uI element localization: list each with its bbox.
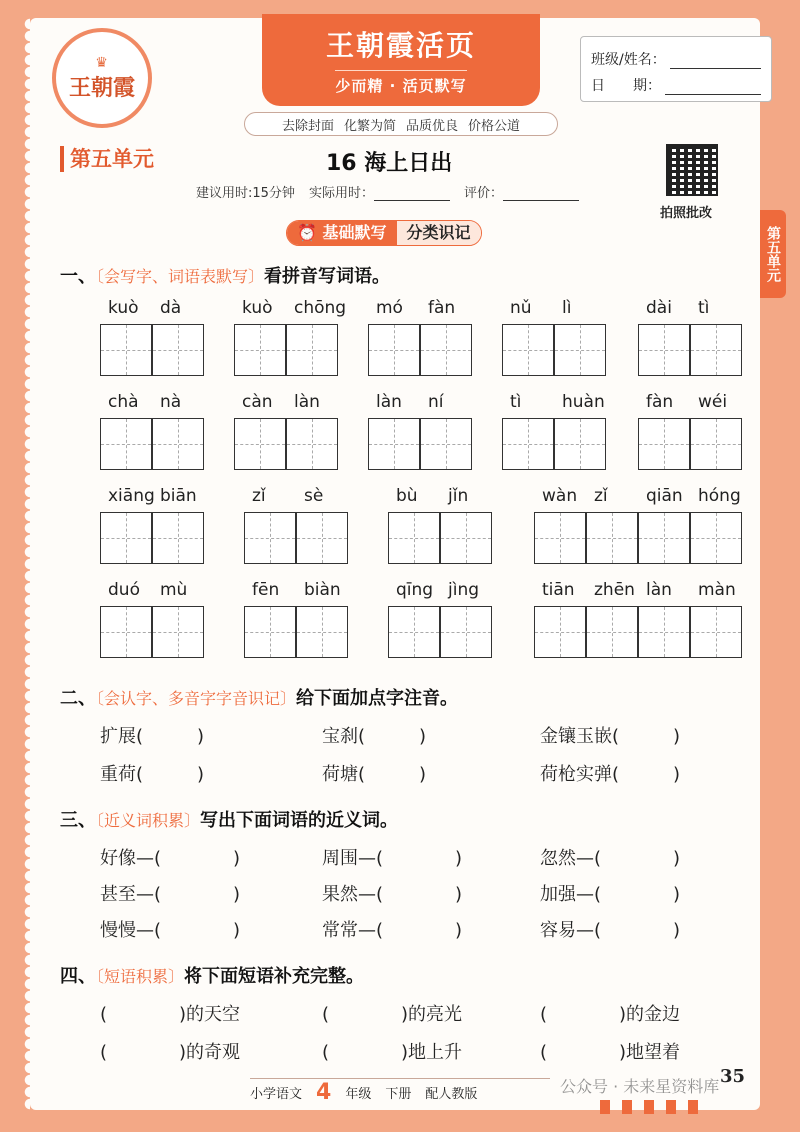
class-name-row <box>591 43 761 69</box>
q3-item[interactable]: 容易—( ) <box>540 920 681 941</box>
writing-cell[interactable] <box>152 512 204 564</box>
pinyin-syllable: mù <box>160 580 188 600</box>
writing-cell[interactable] <box>388 512 440 564</box>
logo-name: 王朝霞 <box>68 75 135 101</box>
pinyin-word-box <box>638 392 742 470</box>
q4-item[interactable]: ( )的天空 <box>100 1004 241 1025</box>
writing-cell[interactable] <box>690 606 742 658</box>
actual-time-field[interactable] <box>374 189 450 201</box>
writing-cell[interactable] <box>554 418 606 470</box>
writing-cell[interactable] <box>690 512 742 564</box>
pinyin-syllable: chōng <box>294 298 347 318</box>
pinyin-word-box <box>388 580 492 658</box>
q3-item[interactable]: 加强—( ) <box>540 884 681 905</box>
pinyin-word-box <box>234 298 347 376</box>
footer-volume: 下册 <box>385 1087 412 1102</box>
tagline-item: 去除封面 <box>281 118 334 134</box>
time-row <box>196 182 579 201</box>
pinyin-syllable: màn <box>698 580 736 600</box>
date-row <box>591 69 761 95</box>
pinyin-syllable: dài <box>646 298 672 318</box>
pinyin-syllable: xiāng <box>108 486 155 506</box>
pinyin-syllable: kuò <box>242 298 273 318</box>
actual-time-label: 实际用时： <box>308 186 374 201</box>
footer <box>250 1078 550 1106</box>
q4-heading <box>60 962 364 988</box>
writing-cell[interactable] <box>502 324 554 376</box>
pinyin-word-box <box>244 580 348 658</box>
writing-cell[interactable] <box>286 324 338 376</box>
q2-item[interactable]: 重荷( ) <box>100 764 205 785</box>
pinyin-syllable: qiān <box>646 486 683 506</box>
pinyin-syllable: tiān <box>542 580 575 600</box>
page-number: 35 <box>720 1066 746 1087</box>
qr-label: 拍照批改 <box>660 206 713 221</box>
writing-cell[interactable] <box>368 324 420 376</box>
writing-cell[interactable] <box>420 418 472 470</box>
brand-logo <box>52 28 152 128</box>
pinyin-syllable: fēn <box>252 580 280 600</box>
date-label: 日 期： <box>591 78 661 94</box>
writing-cell[interactable] <box>234 324 286 376</box>
pinyin-word-box <box>100 298 204 376</box>
q1-number: 一、 <box>60 266 96 287</box>
student-info-box <box>580 36 772 102</box>
q4-number: 四、 <box>60 966 96 987</box>
pinyin-syllable: qīng <box>396 580 434 600</box>
pinyin-word-box <box>100 486 204 564</box>
q4-item[interactable]: ( )的奇观 <box>100 1042 241 1063</box>
writing-cell[interactable] <box>638 324 690 376</box>
writing-cell[interactable] <box>296 606 348 658</box>
q2-item[interactable]: 宝刹( ) <box>322 726 427 747</box>
q3-item[interactable]: 慢慢—( ) <box>100 920 241 941</box>
q2-item[interactable]: 荷塘( ) <box>322 764 427 785</box>
q3-item[interactable]: 果然—( ) <box>322 884 463 905</box>
writing-cell[interactable] <box>100 324 152 376</box>
q3-item[interactable]: 忽然—( ) <box>540 848 681 869</box>
pinyin-syllable: tì <box>510 392 522 412</box>
q3-text: 写出下面词语的近义词。 <box>200 810 399 831</box>
writing-cell[interactable] <box>100 512 152 564</box>
section-pill-right: 分类识记 <box>397 221 481 245</box>
decorative-stripes <box>600 1100 698 1114</box>
pinyin-syllable: jìng <box>448 580 480 600</box>
pinyin-syllable: duó <box>108 580 140 600</box>
pinyin-word-box <box>100 392 204 470</box>
q2-tag: 〔会认字、多音字字音识记〕 <box>96 689 297 708</box>
writing-cell[interactable] <box>296 512 348 564</box>
class-name-field[interactable] <box>670 55 761 69</box>
pinyin-word-box <box>534 580 742 658</box>
q3-item[interactable]: 常常—( ) <box>322 920 463 941</box>
pinyin-word-box <box>388 486 492 564</box>
writing-cell[interactable] <box>440 512 492 564</box>
alarm-clock-icon: ⏰ <box>297 223 323 242</box>
pinyin-syllable: fàn <box>646 392 674 412</box>
section-pill-left <box>287 221 397 245</box>
qr-code-icon[interactable] <box>666 144 718 196</box>
q4-text: 将下面短语补充完整。 <box>184 966 365 987</box>
q3-item[interactable]: 好像—( ) <box>100 848 241 869</box>
pinyin-syllable: hóng <box>698 486 741 506</box>
writing-cell[interactable] <box>690 418 742 470</box>
q4-item[interactable]: ( )地望着 <box>540 1042 681 1063</box>
pinyin-word-box <box>234 392 338 470</box>
q4-item[interactable]: ( )的金边 <box>540 1004 681 1025</box>
pinyin-syllable: zhēn <box>594 580 635 600</box>
tagline <box>244 112 558 136</box>
writing-cell[interactable] <box>100 606 152 658</box>
q3-heading <box>60 806 398 832</box>
tagline-item: 化繁为简 <box>343 118 396 134</box>
writing-cell[interactable] <box>690 324 742 376</box>
pinyin-syllable: lì <box>562 298 572 318</box>
q2-item[interactable]: 金镶玉嵌( ) <box>540 726 681 747</box>
writing-cell[interactable] <box>586 512 638 564</box>
q2-item[interactable]: 荷枪实弹( ) <box>540 764 681 785</box>
footer-edition: 配人教版 <box>425 1087 478 1102</box>
pinyin-syllable: nà <box>160 392 182 412</box>
writing-cell[interactable] <box>534 512 586 564</box>
suggested-time: 建议用时:15分钟 <box>196 186 295 201</box>
q1-tag: 〔会写字、词语表默写〕 <box>96 267 265 286</box>
writing-cell[interactable] <box>420 324 472 376</box>
writing-cell[interactable] <box>152 606 204 658</box>
footer-grade-suffix: 年级 <box>345 1087 372 1102</box>
writing-cell[interactable] <box>586 606 638 658</box>
pinyin-syllable: jǐn <box>448 486 469 506</box>
brand-banner <box>262 14 540 106</box>
writing-cell[interactable] <box>286 418 338 470</box>
pinyin-word-box <box>368 298 472 376</box>
pinyin-syllable: wàn <box>542 486 578 506</box>
pinyin-syllable: làn <box>646 580 672 600</box>
q2-heading <box>60 684 458 710</box>
pinyin-word-box <box>502 298 606 376</box>
footer-grade: 4 <box>316 1080 332 1105</box>
q2-item[interactable]: 扩展( ) <box>100 726 205 747</box>
pinyin-word-box <box>368 392 472 470</box>
pinyin-syllable: làn <box>294 392 320 412</box>
pinyin-syllable: tì <box>698 298 710 318</box>
writing-cell[interactable] <box>152 324 204 376</box>
date-field[interactable] <box>665 81 761 95</box>
pinyin-word-box <box>502 392 606 470</box>
rating-label: 评价： <box>463 186 503 201</box>
pinyin-syllable: zǐ <box>252 486 266 506</box>
pinyin-syllable: biān <box>160 486 197 506</box>
pinyin-syllable: huàn <box>562 392 605 412</box>
tagline-item: 价格公道 <box>468 118 521 134</box>
writing-cell[interactable] <box>100 418 152 470</box>
pinyin-syllable: dà <box>160 298 182 318</box>
class-name-label: 班级/姓名： <box>591 52 666 68</box>
q3-item[interactable]: 周围—( ) <box>322 848 463 869</box>
writing-cell[interactable] <box>554 324 606 376</box>
writing-cell[interactable] <box>638 512 690 564</box>
pinyin-syllable: wéi <box>698 392 728 412</box>
pinyin-word-box <box>100 580 204 658</box>
pinyin-syllable: biàn <box>304 580 341 600</box>
tagline-item: 品质优良 <box>406 118 459 134</box>
q4-tag: 〔短语积累〕 <box>96 967 185 986</box>
pinyin-syllable: làn <box>376 392 402 412</box>
writing-cell[interactable] <box>234 418 286 470</box>
q1-text: 看拼音写词语。 <box>264 266 391 287</box>
writing-cell[interactable] <box>638 418 690 470</box>
pinyin-syllable: càn <box>242 392 273 412</box>
pinyin-word-box <box>534 486 742 564</box>
rating-field[interactable] <box>503 189 579 201</box>
q3-number: 三、 <box>60 810 96 831</box>
crown-icon: ♛ <box>95 54 109 71</box>
pinyin-syllable: nǔ <box>510 298 532 318</box>
writing-cell[interactable] <box>440 606 492 658</box>
q3-item[interactable]: 甚至—( ) <box>100 884 241 905</box>
side-unit-tab: 第五单元 <box>760 210 786 298</box>
watermark: 公众号 · 未来星资料库 <box>560 1077 720 1096</box>
writing-cell[interactable] <box>152 418 204 470</box>
q4-item[interactable]: ( )地上升 <box>322 1042 463 1063</box>
q2-text: 给下面加点字注音。 <box>296 688 459 709</box>
rating <box>464 182 579 201</box>
writing-cell[interactable] <box>388 606 440 658</box>
q4-item[interactable]: ( )的亮光 <box>322 1004 463 1025</box>
footer-subject: 小学语文 <box>250 1087 303 1102</box>
pinyin-syllable: zǐ <box>594 486 608 506</box>
lesson-title: 16 海上日出 <box>326 151 453 176</box>
writing-cell[interactable] <box>534 606 586 658</box>
brand-slogan: 少而精 · 活页默写 <box>335 70 466 96</box>
writing-cell[interactable] <box>244 512 296 564</box>
pinyin-word-box <box>244 486 348 564</box>
actual-time <box>309 182 450 201</box>
q3-tag: 〔近义词积累〕 <box>96 811 201 830</box>
pinyin-syllable: sè <box>304 486 324 506</box>
section-pill <box>286 220 482 246</box>
writing-cell[interactable] <box>638 606 690 658</box>
pinyin-syllable: mó <box>376 298 403 318</box>
pinyin-syllable: kuò <box>108 298 139 318</box>
q2-number: 二、 <box>60 688 96 709</box>
pinyin-syllable: ní <box>428 392 444 412</box>
brand-title: 王朝霞活页 <box>325 29 476 62</box>
pinyin-syllable: fàn <box>428 298 456 318</box>
q1-heading <box>60 262 390 288</box>
pinyin-word-box <box>638 298 742 376</box>
pinyin-syllable: bù <box>396 486 418 506</box>
writing-cell[interactable] <box>502 418 554 470</box>
pinyin-syllable: chà <box>108 392 139 412</box>
section-pill-left-label: 基础默写 <box>322 223 387 242</box>
writing-cell[interactable] <box>244 606 296 658</box>
writing-cell[interactable] <box>368 418 420 470</box>
unit-title: 第五单元 <box>60 146 154 172</box>
